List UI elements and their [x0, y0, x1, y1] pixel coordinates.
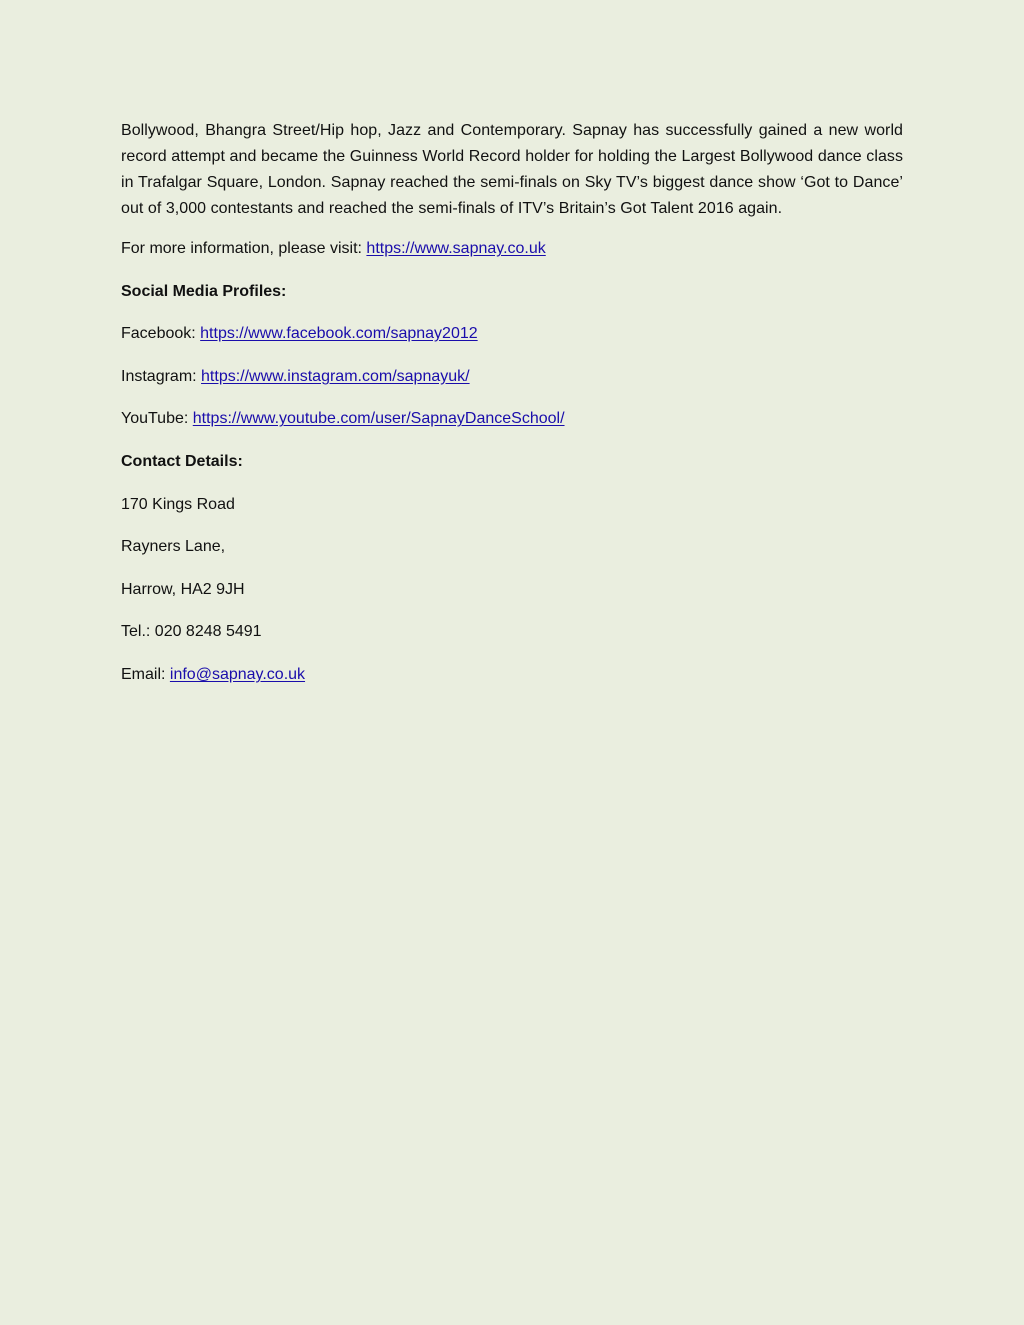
youtube-label: YouTube: — [121, 410, 193, 428]
instagram-label: Instagram: — [121, 367, 202, 385]
youtube-line — [121, 408, 903, 430]
facebook-line — [121, 323, 903, 345]
youtube-link[interactable]: https://www.youtube.com/user/SapnayDanceSchool/ — [192, 410, 565, 428]
address-line-2: Rayners Lane, — [121, 538, 226, 556]
address-line-3: Harrow, HA2 9JH — [121, 580, 245, 598]
email-line — [121, 664, 903, 686]
more-info-line — [121, 238, 903, 260]
facebook-link[interactable]: https://www.facebook.com/sapnay2012 — [200, 325, 478, 343]
document-body — [121, 118, 903, 686]
contact-heading: Contact Details: — [121, 452, 243, 470]
intro-paragraph: Bollywood, Bhangra Street/Hip hop, Jazz and Contemporary. Sapnay has successfully gained a new world record attempt and became the Guinness World Record holder for holding the Largest Bollywood dance class in Trafalgar Square, London. Sapnay reached the semi-finals on Sky TV’s biggest dance show ‘Got to Dance’ out of 3,000 contestants and reached the semi-finals of ITV’s Britain’s Got Talent 2016 again. — [121, 122, 903, 217]
instagram-link[interactable]: https://www.instagram.com/sapnayuk/ — [201, 367, 470, 385]
email-link[interactable]: info@sapnay.co.uk — [169, 665, 306, 683]
facebook-label: Facebook: — [121, 325, 201, 343]
telephone-line: Tel.: 020 8248 5491 — [121, 623, 262, 641]
email-label: Email: — [121, 665, 170, 683]
social-heading: Social Media Profiles: — [121, 282, 287, 300]
more-info-label: For more information, please visit: — [121, 240, 367, 257]
website-link[interactable]: https://www.sapnay.co.uk — [366, 240, 546, 257]
address-line-1: 170 Kings Road — [121, 495, 235, 513]
instagram-line — [121, 366, 903, 388]
